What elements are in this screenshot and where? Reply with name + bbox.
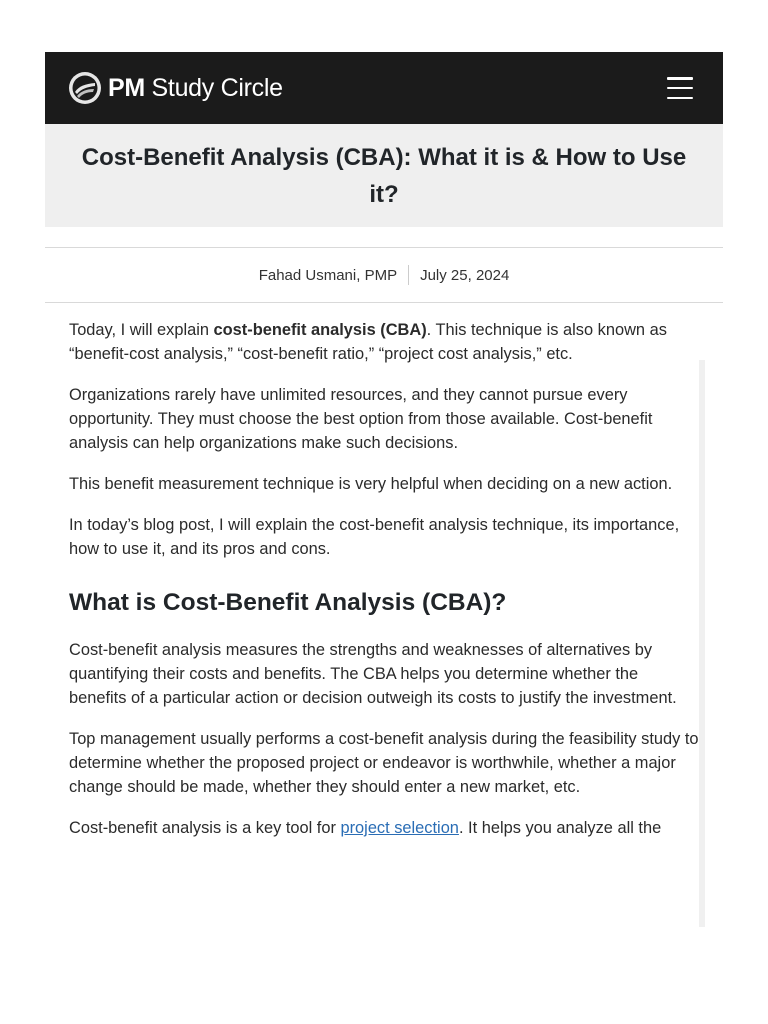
article-body [69,318,699,857]
brand-name: PM Study Circle [108,73,283,102]
paragraph: Cost-benefit analysis measures the strengths and weaknesses of alternatives by quantifying their costs and benefits. The CBA helps you determine whether the benefits of a particular action or decision outweigh its costs to justify the investment. [69,641,677,707]
title-band [45,124,723,227]
hamburger-menu-icon[interactable] [667,77,693,99]
paragraph: In today’s blog post, I will explain the cost-benefit analysis technique, its importance, how to use it, and its pros and cons. [69,516,680,558]
intro-paragraph: Today, I will explain cost-benefit analysis (CBA). This technique is also known as “benefit-cost analysis,” “cost-benefit ratio,” “project cost analysis,” etc. [69,321,667,363]
paragraph: This benefit measurement technique is very helpful when deciding on a new action. [69,475,673,493]
paragraph: Cost-benefit analysis is a key tool for project selection. It helps you analyze all the [69,819,662,837]
author-name: Fahad Usmani, PMP [258,266,398,284]
paragraph: Organizations rarely have unlimited resources, and they cannot pursue every opportunity. They must choose the best option from those available. Cost-benefit analysis can help organizations make such decisions. [69,386,653,452]
scrollbar-track[interactable] [699,360,705,927]
section-heading: What is Cost-Benefit Analysis (CBA)? [69,589,507,616]
post-meta [45,247,723,303]
book-globe-logo-icon [68,71,102,105]
project-selection-link[interactable]: project selection [340,819,459,837]
paragraph: Top management usually performs a cost-benefit analysis during the feasibility study to determine whether the proposed project or endeavor is worthwhile, whether a major change should be made, whether they should enter a new market, etc. [69,730,699,796]
site-header [45,52,723,124]
brand-logo-link[interactable] [68,71,283,105]
page-title: Cost-Benefit Analysis (CBA): What it is & How to Use it? [81,143,687,208]
publish-date: July 25, 2024 [420,266,510,284]
